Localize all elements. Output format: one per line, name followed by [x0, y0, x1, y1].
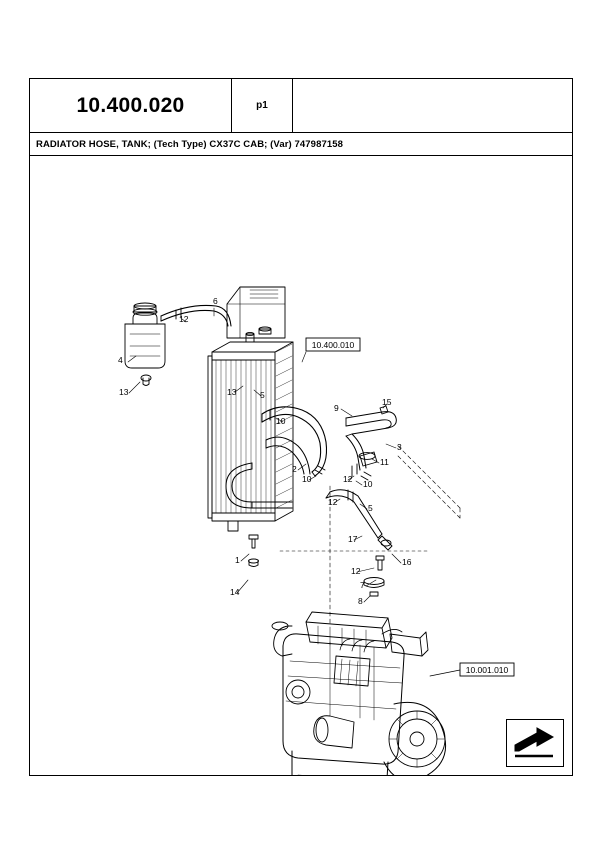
svg-text:10: 10 — [363, 479, 373, 489]
page-number: p1 — [256, 100, 268, 111]
svg-text:9: 9 — [334, 403, 339, 413]
svg-text:5: 5 — [368, 503, 373, 513]
svg-text:7: 7 — [360, 580, 365, 590]
callout-numbers — [118, 296, 412, 606]
header-divider-2 — [292, 79, 293, 132]
technical-illustration — [30, 156, 572, 775]
header-row — [30, 79, 572, 133]
svg-text:3: 3 — [397, 442, 402, 452]
exploded-view-drawing — [30, 156, 572, 775]
svg-text:16: 16 — [402, 557, 412, 567]
svg-text:1: 1 — [235, 555, 240, 565]
direction-symbol-box — [506, 719, 564, 767]
svg-text:8: 8 — [358, 596, 363, 606]
page-title: 10.400.020 — [76, 93, 185, 117]
svg-text:17: 17 — [348, 534, 358, 544]
reference-label-bottom: 10.001.010 — [465, 665, 509, 675]
svg-text:2: 2 — [292, 464, 297, 474]
svg-text:15: 15 — [382, 397, 392, 407]
svg-text:12: 12 — [343, 474, 353, 484]
svg-text:13: 13 — [227, 387, 237, 397]
svg-text:13: 13 — [119, 387, 129, 397]
reference-box-bottom — [460, 663, 514, 676]
svg-text:10: 10 — [302, 474, 312, 484]
svg-text:12: 12 — [328, 497, 338, 507]
assembly-title-row — [30, 133, 572, 156]
reference-box-top — [306, 338, 360, 351]
svg-text:12: 12 — [179, 314, 189, 324]
document-frame — [29, 78, 573, 776]
svg-text:4: 4 — [118, 355, 123, 365]
svg-text:5: 5 — [260, 390, 265, 400]
assembly-title: RADIATOR HOSE, TANK; (Tech Type) CX37C CAB; (Var) 747987158 — [36, 138, 343, 150]
reference-label-top: 10.400.010 — [311, 340, 355, 350]
forward-arrow-icon — [507, 720, 563, 766]
svg-text:12: 12 — [351, 566, 361, 576]
svg-text:14: 14 — [230, 587, 240, 597]
svg-text:6: 6 — [213, 296, 218, 306]
svg-text:10: 10 — [276, 416, 286, 426]
svg-text:11: 11 — [380, 457, 389, 467]
